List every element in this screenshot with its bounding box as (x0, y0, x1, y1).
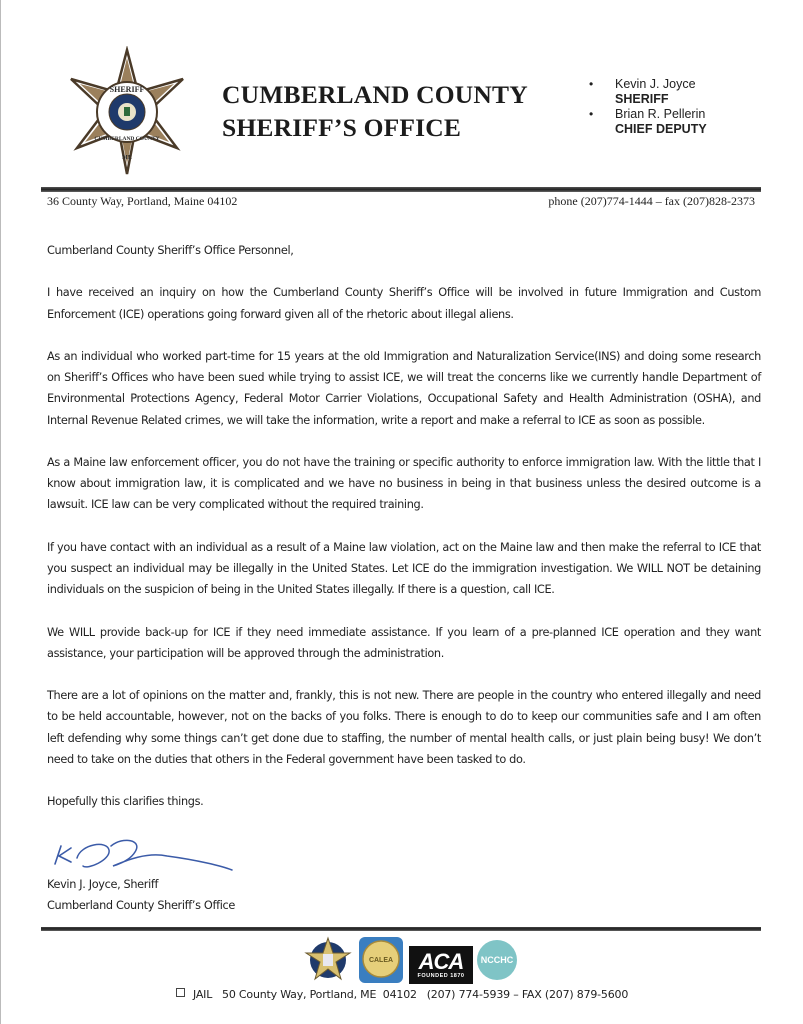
letter-body (47, 240, 761, 834)
aca-logo-text: ACA (418, 949, 464, 974)
aca-logo-subtext: FOUNDED 1870 (417, 973, 465, 979)
jail-contact-line (176, 988, 628, 1001)
office-contact: phone (207)774-1444 – fax (207)828-2373 (548, 194, 755, 208)
jail-contact-text: JAIL 50 County Way, Portland, ME 04102 (207) 774-5939 – FAX (207) 879-5600 (193, 988, 629, 1001)
title-line-1: CUMBERLAND COUNTY (222, 80, 528, 109)
signer-block (47, 874, 235, 916)
official-role: CHIEF DEPUTY (615, 122, 707, 136)
header-divider (41, 187, 761, 192)
bullet-icon: • (589, 107, 594, 121)
footer-divider (41, 927, 761, 931)
title-line-2: SHERIFF’S OFFICE (222, 113, 462, 142)
paragraph: As an individual who worked part-time for 15 years at the old Immigration and Naturalization Service(INS) and doing some research on Sheriff’s Offices who have been sued while trying to assist ICE, we will treat the concerns like we currently handle Department of Environmental Protections Agency, Federal Motor Carrier Violations, Occupational Safety and Health Administration (OSHA), and Internal Revenue Related crimes, we will take the information, write a report and make a referral to ICE as soon as possible. (47, 349, 761, 427)
organization-title (222, 78, 528, 144)
paragraph: We WILL provide back-up for ICE if they need immediate assistance. If you learn of a pre-planned ICE operation and they want assistance, your participation will be approved through the administration. (47, 625, 761, 660)
official-role: SHERIFF (615, 92, 669, 106)
svg-text:CALEA: CALEA (368, 957, 394, 964)
bullet-icon: • (589, 77, 594, 91)
accreditation-logos (303, 934, 517, 986)
ncchc-logo-text: NCCHC (480, 955, 514, 965)
svg-text:CUMBERLAND COUNTY: CUMBERLAND COUNTY (94, 136, 160, 142)
official-name: Kevin J. Joyce (615, 77, 696, 91)
paragraph: As a Maine law enforcement officer, you do not have the training or specific authority to enforce immigration law. With the little that I know about immigration law, it is complicated and we have no business in being in that business unless the desired outcome is a lawsuit. ICE law can be very complicated without the required training. (47, 455, 761, 512)
closing: Hopefully this clarifies things. (47, 795, 204, 809)
sheriff-star-badge-icon (57, 46, 197, 176)
officials-list (589, 77, 707, 137)
calea-accreditation-logo-icon (357, 935, 405, 985)
official-chief-deputy (589, 107, 707, 137)
paragraph: I have received an inquiry on how the Cumberland County Sheriff’s Office will be involved in future Immigration and Custom Enforcement (ICE) operations going forward given all of the rhetoric about illegal aliens. (47, 286, 761, 321)
signer-org: Cumberland County Sheriff’s Office (47, 899, 235, 912)
aca-logo (409, 946, 473, 984)
official-sheriff (589, 77, 707, 107)
official-name: Brian R. Pellerin (615, 107, 706, 121)
office-address: 36 County Way, Portland, Maine 04102 (47, 194, 238, 208)
signer-name: Kevin J. Joyce, Sheriff (47, 878, 159, 891)
ncchc-logo (477, 940, 517, 980)
sheriffs-association-star-logo-icon (303, 935, 353, 985)
svg-text:ME: ME (122, 155, 132, 161)
checkbox-square-icon (176, 988, 185, 997)
signature-icon (47, 836, 237, 876)
salutation: Cumberland County Sheriff’s Office Personnel, (47, 244, 294, 257)
paragraph: If you have contact with an individual as a result of a Maine law violation, act on the Maine law and then make the referral to ICE that you suspect an individual may be illegally in the United States. Let ICE do the immigration investigation. We WILL NOT be detaining individuals on the suspicion of being in the United States illegally. If there is a question, call ICE. (47, 540, 761, 597)
svg-text:SHERIFF: SHERIFF (109, 85, 145, 94)
paragraph: There are a lot of opinions on the matter and, frankly, this is not new. There are people in the country who entered illegally and need to be held accountable, however, not on the backs of you folks. There is enough to do to keep our communities safe and I am often left defending why some things can’t get done due to staffing, the number of mental health calls, or just plain being busy! We don’t need to take on the duties that others in the Federal government have been tasked to do. (47, 689, 761, 766)
